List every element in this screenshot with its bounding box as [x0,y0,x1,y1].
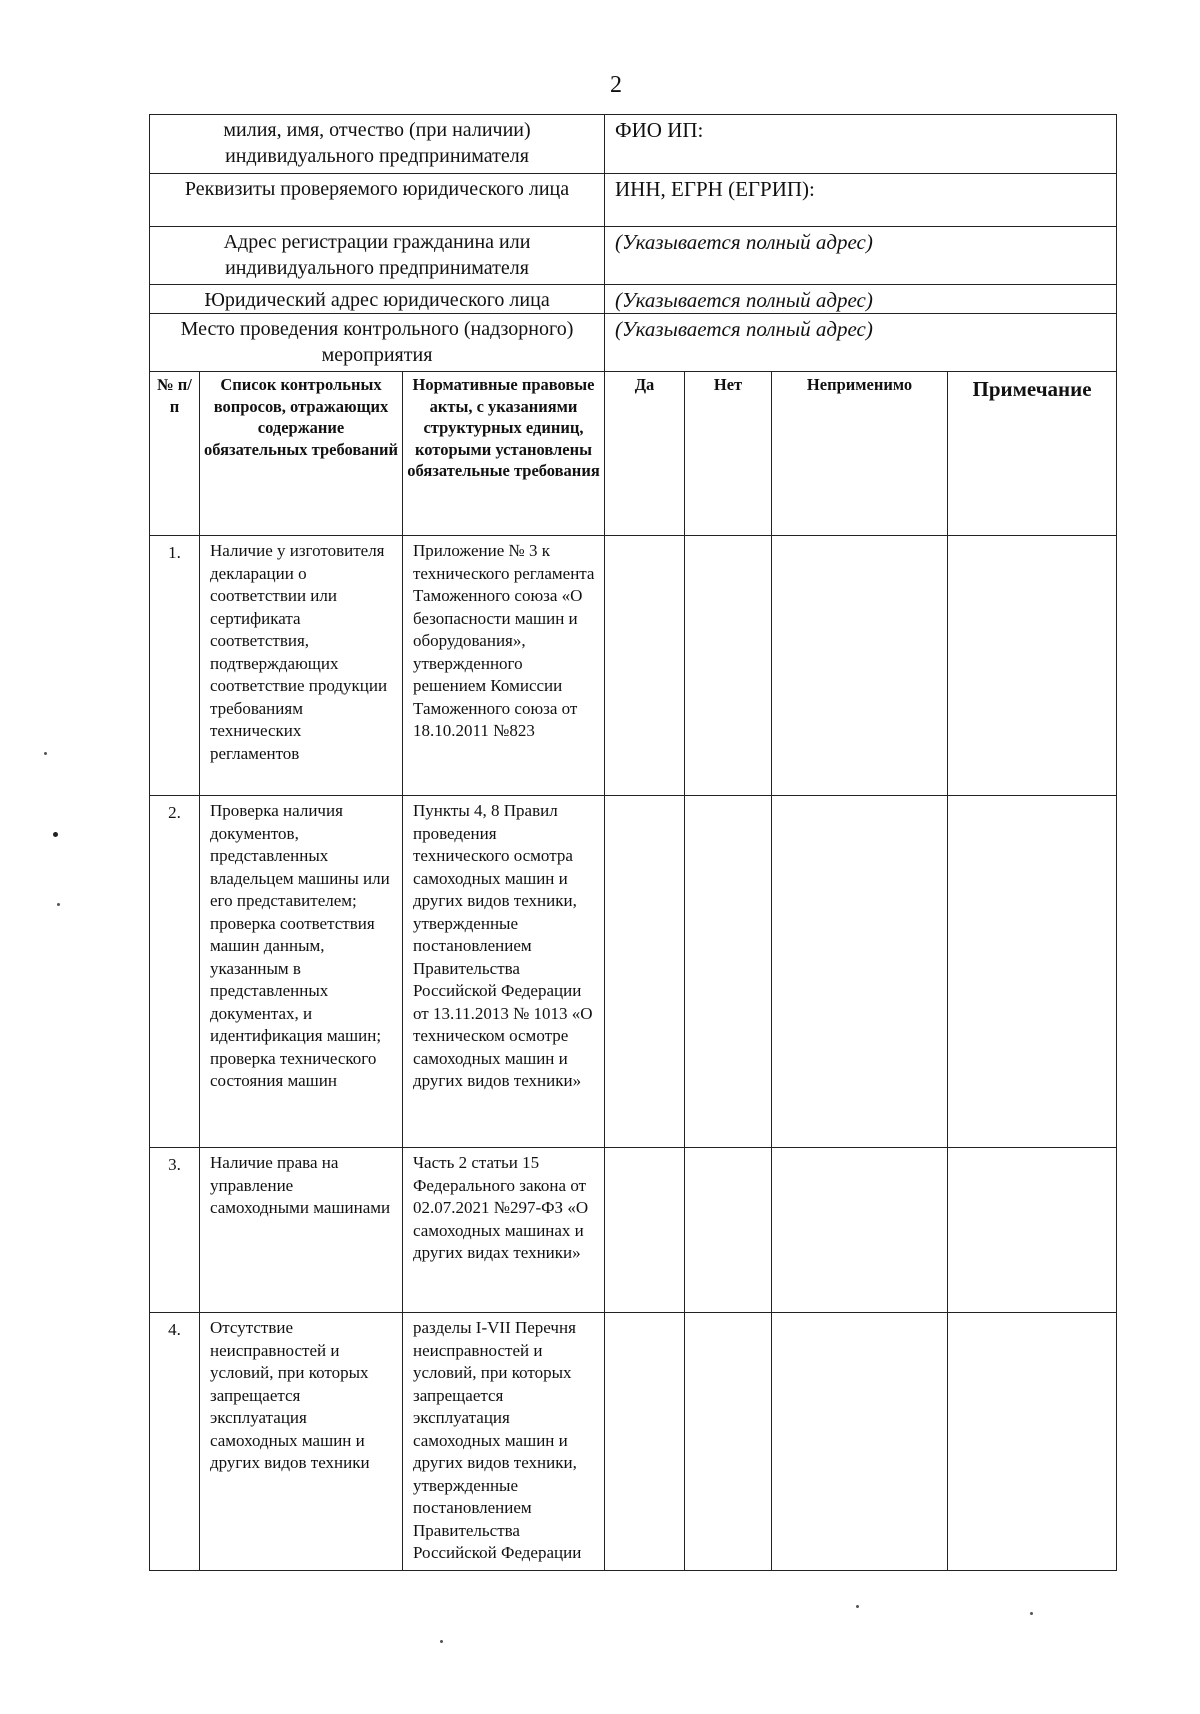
table-row [150,536,1117,796]
info-value[interactable]: (Указывается полный адрес) [605,314,1117,372]
row-question: Отсутствие неисправностей и условий, при которых запрещается эксплуатация самоходных машин и других видов техники [200,1313,403,1571]
info-label: Реквизиты проверяемого юридического лица [150,174,605,227]
header-yes: Да [605,372,685,536]
answer-na-cell[interactable] [772,1148,948,1313]
page-number: 2 [610,72,622,98]
answer-na-cell[interactable] [772,536,948,796]
info-value[interactable]: ИНН, ЕГРН (ЕГРИП): [605,174,1117,227]
row-number: 3. [150,1148,200,1313]
header-not-applicable: Неприменимо [772,372,948,536]
table-row [150,796,1117,1148]
note-cell[interactable] [948,1148,1117,1313]
row-legal-act: Пункты 4, 8 Правил проведения технического осмотра самоходных машин и других видов техники, утвержденные постановлением Правительства Российской Федерации от 13.11.2013 № 1013 «О техническом осмотре самоходных машин и других видов техники» [403,796,605,1148]
row-legal-act: Часть 2 статьи 15 Федерального закона от 02.07.2021 №297-ФЗ «О самоходных машинах и других видах техники» [403,1148,605,1313]
info-label: Юридический адрес юридического лица [150,285,605,314]
info-row-entrepreneur-name [150,115,1117,174]
answer-yes-cell[interactable] [605,536,685,796]
note-cell[interactable] [948,796,1117,1148]
table-row [150,1313,1117,1571]
header-acts: Нормативные правовые акты, с указаниями структурных единиц, которыми установлены обязательные требования [403,372,605,536]
row-question: Проверка наличия документов, представленных владельцем машины или его представителем; проверка соответствия машин данным, указанным в представленных документах, и идентификация машин; проверка технического состояния машин [200,796,403,1148]
info-label: Адрес регистрации гражданина или индивидуального предпринимателя [150,227,605,285]
answer-no-cell[interactable] [685,536,772,796]
row-question: Наличие права на управление самоходными машинами [200,1148,403,1313]
info-label: Место проведения контрольного (надзорного) мероприятия [150,314,605,372]
row-number: 4. [150,1313,200,1571]
row-legal-act: Приложение № 3 к технического регламента Таможенного союза «О безопасности машин и оборудования», утвержденного решением Комиссии Таможенного союза от 18.10.2011 №823 [403,536,605,796]
info-row-registration-address [150,227,1117,285]
answer-yes-cell[interactable] [605,1313,685,1571]
answer-na-cell[interactable] [772,1313,948,1571]
row-legal-act: разделы I-VII Перечня неисправностей и условий, при которых запрещается эксплуатация самоходных машин и других видов техники, утвержденные постановлением Правительства Российской Федерации [403,1313,605,1571]
answer-yes-cell[interactable] [605,796,685,1148]
answer-yes-cell[interactable] [605,1148,685,1313]
info-row-inspection-place [150,314,1117,372]
answer-na-cell[interactable] [772,796,948,1148]
header-questions: Список контрольных вопросов, отражающих содержание обязательных требований [200,372,403,536]
header-no: Нет [685,372,772,536]
row-number: 1. [150,536,200,796]
answer-no-cell[interactable] [685,1313,772,1571]
info-value[interactable]: ФИО ИП: [605,115,1117,174]
table-row [150,1148,1117,1313]
info-value[interactable]: (Указывается полный адрес) [605,285,1117,314]
header-num: № п/п [150,372,200,536]
info-row-legal-address [150,285,1117,314]
row-number: 2. [150,796,200,1148]
note-cell[interactable] [948,1313,1117,1571]
info-label: милия, имя, отчество (при наличии) индивидуального предпринимателя [150,115,605,174]
row-question: Наличие у изготовителя декларации о соответствии или сертификата соответствия, подтверждающих соответствие продукции требованиям технических регламентов [200,536,403,796]
answer-no-cell[interactable] [685,1148,772,1313]
header-note: Примечание [948,372,1117,536]
note-cell[interactable] [948,536,1117,796]
info-value[interactable]: (Указывается полный адрес) [605,227,1117,285]
checklist-table [149,114,1117,1571]
answer-no-cell[interactable] [685,796,772,1148]
table-header-row [150,372,1117,536]
info-row-requisites [150,174,1117,227]
